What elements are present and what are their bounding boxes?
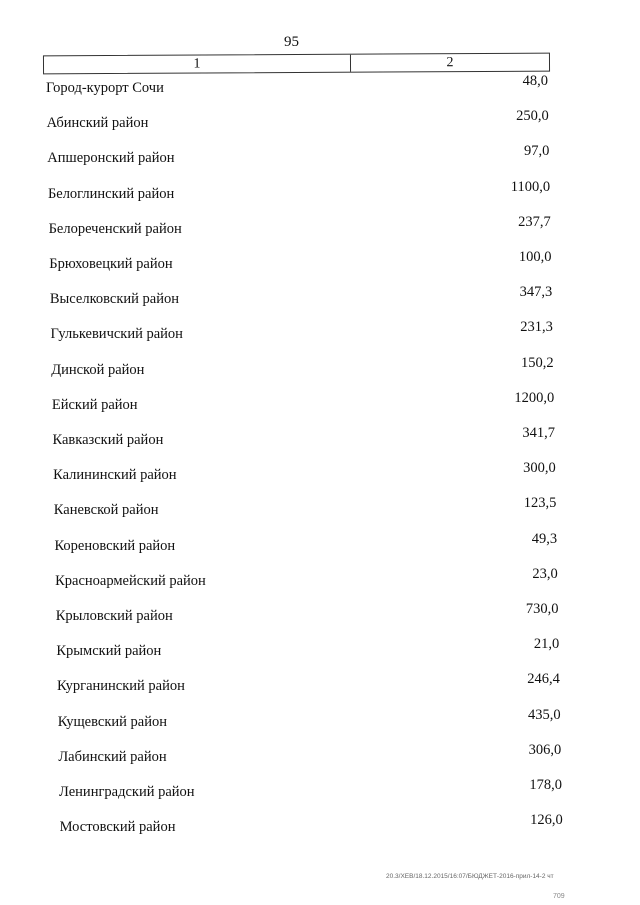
table-row <box>55 566 558 590</box>
row-name: Лабинский район <box>58 748 167 765</box>
footer-number: 709 <box>553 893 565 900</box>
row-name: Белоглинский район <box>47 185 175 202</box>
table-row <box>50 284 552 308</box>
row-value: 246,4 <box>527 671 560 688</box>
table-row <box>53 460 556 484</box>
row-value: 730,0 <box>525 601 559 617</box>
table-row <box>52 390 554 414</box>
table-row <box>49 249 551 273</box>
row-name: Красноармейский район <box>55 572 206 589</box>
column-header-2: 2 <box>446 54 454 70</box>
row-value: 237,7 <box>518 213 551 230</box>
table-row <box>47 143 549 167</box>
row-value: 150,2 <box>520 354 554 371</box>
row-value: 1200,0 <box>514 389 555 406</box>
row-name: Кущевский район <box>57 713 167 730</box>
row-name: Курганинский район <box>57 678 185 695</box>
table-header <box>43 53 550 75</box>
row-value: 48,0 <box>522 73 548 89</box>
row-name: Город-курорт Сочи <box>46 80 164 96</box>
row-value: 97,0 <box>524 143 550 160</box>
table-row <box>51 319 553 343</box>
row-name: Калининский район <box>53 467 177 484</box>
row-value: 231,3 <box>520 319 553 336</box>
table-row <box>57 671 560 695</box>
row-value: 250,0 <box>516 108 549 125</box>
table-row <box>47 108 549 132</box>
table-row <box>54 531 557 555</box>
table-row <box>56 636 559 660</box>
row-value: 300,0 <box>523 460 556 477</box>
table-row <box>58 742 561 766</box>
row-value: 21,0 <box>533 636 560 653</box>
footer-file-path: 20.3/ХЕВ/18.12.2015/16:07/БЮДЖЕТ-2016-прил-14-2 чт <box>386 873 554 880</box>
table-row <box>53 425 556 449</box>
table-row <box>54 495 557 519</box>
row-name: Ейский район <box>51 396 138 413</box>
page-number: 95 <box>284 34 299 50</box>
row-name: Абинский район <box>46 115 149 132</box>
row-value: 1100,0 <box>510 178 551 195</box>
row-name: Кавказский район <box>52 432 164 448</box>
table-row <box>58 707 561 731</box>
row-value: 178,0 <box>529 777 562 793</box>
row-name: Крымский район <box>56 643 162 660</box>
table-row <box>48 179 550 203</box>
table-row <box>46 73 548 97</box>
row-name: Ленинградский район <box>59 784 195 800</box>
row-value: 23,0 <box>532 565 558 582</box>
row-name: Кореновский район <box>54 537 176 554</box>
row-name: Мостовский район <box>59 819 176 836</box>
row-name: Апшеронский район <box>47 150 175 167</box>
row-value: 126,0 <box>530 812 563 829</box>
table-row <box>59 777 562 801</box>
row-value: 49,3 <box>531 530 558 547</box>
table-row <box>56 601 559 625</box>
table-row <box>51 355 553 379</box>
row-value: 347,3 <box>519 284 553 301</box>
table-row <box>49 214 551 238</box>
row-name: Динской район <box>51 361 145 378</box>
row-value: 306,0 <box>528 741 562 758</box>
row-value: 435,0 <box>527 706 561 723</box>
row-name: Выселковский район <box>49 291 179 308</box>
row-name: Гулькевичский район <box>50 326 183 343</box>
row-name: Брюховецкий район <box>49 256 173 272</box>
row-name: Белореченский район <box>48 220 182 237</box>
row-value: 123,5 <box>523 495 557 512</box>
row-name: Крыловский район <box>55 608 173 624</box>
row-value: 100,0 <box>518 249 552 265</box>
table-row <box>60 812 563 836</box>
column-header-1: 1 <box>44 55 351 74</box>
row-value: 341,7 <box>522 425 555 441</box>
row-name: Каневской район <box>53 502 159 519</box>
